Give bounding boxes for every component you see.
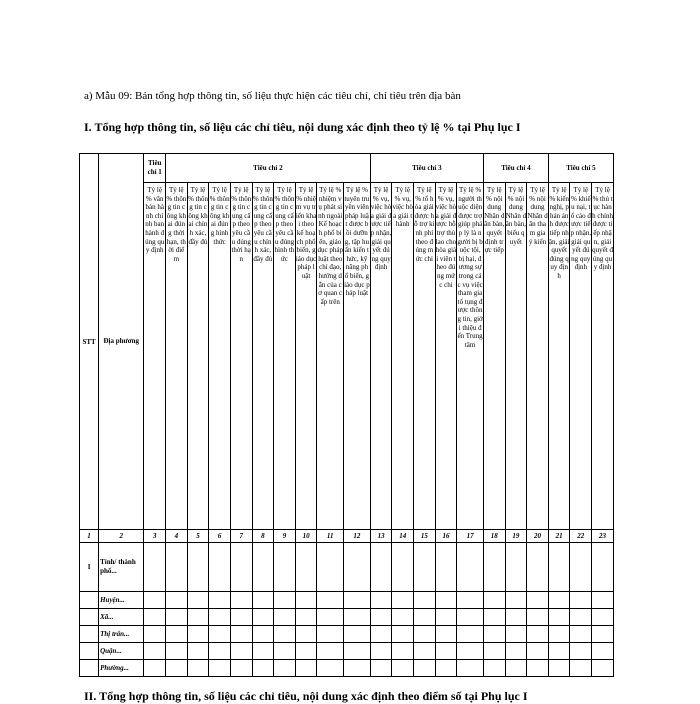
criterion-header-5 [187,183,209,530]
criterion-header-20 [527,183,549,530]
data-cell[interactable] [274,543,296,592]
data-cell[interactable] [548,609,570,626]
data-cell[interactable] [483,626,505,643]
data-cell[interactable] [483,592,505,609]
criterion-header-text: Tỷ lệ % thông tin công khai chính xác, đầy đủ [187,186,208,246]
data-cell[interactable] [209,660,231,677]
data-cell[interactable] [317,660,344,677]
criterion-header-16 [435,183,457,530]
row-locality: Xã... [99,609,144,626]
row-stt [80,626,99,643]
criterion-header-text: Tỷ lệ % khiếu nại, tố cáo được tiếp nhận, giải quyết đúng quy định [570,186,592,272]
data-cell[interactable] [230,660,252,677]
data-cell[interactable] [592,592,614,609]
criterion-header-3 [144,183,166,530]
data-cell[interactable] [392,543,414,592]
data-cell[interactable] [187,626,209,643]
row-stt [80,643,99,660]
column-number: 2 [99,530,144,543]
criterion-header-text: Tỷ lệ % nhiệm vụ triển khai theo kế hoạch phổ biến, giáo dục pháp luật [295,186,317,280]
data-cell[interactable] [414,660,436,677]
data-cell[interactable] [252,609,274,626]
data-cell[interactable] [570,643,592,660]
data-cell[interactable] [317,643,344,660]
data-cell[interactable] [344,609,371,626]
data-cell[interactable] [527,626,549,643]
data-cell[interactable] [457,643,484,660]
data-cell[interactable] [483,543,505,592]
data-cell[interactable] [230,543,252,592]
data-cell[interactable] [252,543,274,592]
criterion-header-10 [295,183,317,530]
data-cell[interactable] [295,609,317,626]
data-cell[interactable] [344,643,371,660]
data-cell[interactable] [483,609,505,626]
data-cell[interactable] [570,543,592,592]
data-cell[interactable] [144,660,166,677]
data-cell[interactable] [592,643,614,660]
column-number: 1 [80,530,99,543]
criterion-header-17 [457,183,484,530]
criterion-group-2: Tiêu chí 2 [166,154,371,183]
row-stt [80,660,99,677]
column-number: 14 [392,530,414,543]
data-cell[interactable] [570,609,592,626]
data-cell[interactable] [392,592,414,609]
criterion-header-7 [230,183,252,530]
column-number-row [80,530,614,543]
column-number: 16 [435,530,457,543]
data-cell[interactable] [344,626,371,643]
column-number: 9 [274,530,296,543]
table-row [80,609,614,626]
table-row [80,643,614,660]
criterion-header-21 [548,183,570,530]
data-cell[interactable] [295,626,317,643]
column-number: 20 [527,530,549,543]
data-cell[interactable] [483,643,505,660]
criterion-header-text: Tỷ lệ % vụ, việc hòa giải được tiếp nhận, giải quyết đúng quy định [370,186,392,272]
section-title: I. Tổng hợp thông tin, số liệu các chỉ tiêu, nội dung xác định theo tỷ lệ % tại Phụ lục I [84,120,521,134]
data-cell[interactable] [344,592,371,609]
data-cell[interactable] [209,626,231,643]
data-cell[interactable] [527,643,549,660]
summary-table [79,153,614,677]
row-locality: Huyện... [99,592,144,609]
data-cell[interactable] [548,660,570,677]
data-cell[interactable] [370,609,392,626]
criterion-header-text: Tỷ lệ % văn bản hành chính ban hành đúng quy định [145,186,165,255]
data-cell[interactable] [252,660,274,677]
data-cell[interactable] [144,543,166,592]
criterion-header-text: Tỷ lệ % thủ tục hành chính được tiếp nhận, giải quyết đúng quy định [592,186,613,272]
data-cell[interactable] [483,660,505,677]
data-cell[interactable] [252,626,274,643]
summary-table-container [79,153,614,677]
criterion-header-23 [592,183,614,530]
data-cell[interactable] [144,609,166,626]
data-cell[interactable] [209,592,231,609]
column-number: 17 [457,530,484,543]
data-cell[interactable] [187,543,209,592]
data-cell[interactable] [527,660,549,677]
row-locality: Phường... [99,660,144,677]
data-cell[interactable] [548,643,570,660]
data-cell[interactable] [435,643,457,660]
data-cell[interactable] [505,543,527,592]
criterion-header-text: Tỷ lệ % thông tin công khai đúng hình thức [209,186,230,246]
column-number: 23 [592,530,614,543]
table-row [80,592,614,609]
criterion-header-18 [483,183,505,530]
criterion-group-3: Tiêu chí 3 [370,154,483,183]
data-cell[interactable] [274,592,296,609]
data-cell[interactable] [457,543,484,592]
data-cell[interactable] [527,543,549,592]
data-cell[interactable] [209,543,231,592]
criterion-header-8 [252,183,274,530]
stt-header: STT [80,154,99,530]
criterion-header-text: Tỷ lệ % thông tin công khai đúng thời hạn, thời điểm [166,186,187,263]
column-number: 22 [570,530,592,543]
data-cell[interactable] [392,643,414,660]
criterion-header-text: Tỷ lệ % người thuộc diện được trợ giúp pháp lý là người bị buộc tội, bị hại, đương sự trong các vụ việc tham gia tố tụng được thông tin, giới thiệu đến Trung tâm [457,186,483,349]
criterion-header-19 [505,183,527,530]
criterion-group-1: Tiêu chí 1 [144,154,166,183]
data-cell[interactable] [414,543,436,592]
criterion-header-14 [392,183,414,530]
criterion-header-15 [414,183,436,530]
data-cell[interactable] [592,626,614,643]
data-cell[interactable] [252,643,274,660]
criterion-header-text: Tỷ lệ % vụ, việc hòa giải thành [392,186,413,229]
data-cell[interactable] [570,592,592,609]
data-cell[interactable] [435,543,457,592]
data-cell[interactable] [527,609,549,626]
criterion-header-text: Tỷ lệ % tuyên truyền viên pháp luật được bồi dưỡng, tập huấn kiến thức, kỹ năng phổ biến, giáo dục pháp luật [344,186,370,298]
data-cell[interactable] [317,609,344,626]
data-cell[interactable] [166,592,188,609]
criterion-group-5: Tiêu chí 5 [548,154,613,183]
data-cell[interactable] [370,626,392,643]
criterion-header-12 [344,183,371,530]
data-cell[interactable] [144,592,166,609]
data-cell[interactable] [295,643,317,660]
data-cell[interactable] [505,592,527,609]
data-cell[interactable] [414,626,436,643]
data-cell[interactable] [370,643,392,660]
data-cell[interactable] [187,592,209,609]
data-cell[interactable] [435,626,457,643]
data-cell[interactable] [435,609,457,626]
column-number: 6 [209,530,231,543]
criterion-header-22 [570,183,592,530]
data-cell[interactable] [505,643,527,660]
criterion-header-6 [209,183,231,530]
data-cell[interactable] [435,592,457,609]
criterion-header-13 [370,183,392,530]
column-number: 7 [230,530,252,543]
data-cell[interactable] [370,592,392,609]
data-cell[interactable] [505,609,527,626]
data-cell[interactable] [457,609,484,626]
data-cell[interactable] [166,626,188,643]
data-cell[interactable] [295,592,317,609]
row-locality: Thị trấn... [99,626,144,643]
criterion-header-9 [274,183,296,530]
data-cell[interactable] [166,609,188,626]
data-cell[interactable] [230,609,252,626]
criterion-group-4: Tiêu chí 4 [483,154,548,183]
data-cell[interactable] [344,543,371,592]
data-cell[interactable] [230,643,252,660]
data-cell[interactable] [435,660,457,677]
data-cell[interactable] [392,660,414,677]
column-number: 12 [344,530,371,543]
column-number: 15 [414,530,436,543]
column-number: 21 [548,530,570,543]
data-cell[interactable] [570,660,592,677]
data-cell[interactable] [392,609,414,626]
table-row [80,543,614,592]
data-cell[interactable] [187,660,209,677]
data-cell[interactable] [295,543,317,592]
data-cell[interactable] [414,592,436,609]
column-number: 11 [317,530,344,543]
column-number: 4 [166,530,188,543]
column-number: 3 [144,530,166,543]
criterion-header-4 [166,183,188,530]
data-cell[interactable] [274,643,296,660]
criterion-header-text: Tỷ lệ % thông tin cung cấp theo yêu cầu đúng thời hạn [231,186,252,263]
table-row [80,626,614,643]
criterion-header-text: Tỷ lệ % kiến nghị, phản ánh được tiếp nhận, giải quyết đúng quy định [548,186,570,280]
data-cell[interactable] [252,592,274,609]
row-locality: Quận... [99,643,144,660]
data-cell[interactable] [317,543,344,592]
data-cell[interactable] [317,592,344,609]
locality-header: Địa phương [99,154,144,530]
data-cell[interactable] [317,626,344,643]
data-cell[interactable] [548,543,570,592]
criterion-header-text: Tỷ lệ % nội dung Nhân dân tham gia ý kiến [527,186,548,246]
data-cell[interactable] [370,660,392,677]
data-cell[interactable] [144,626,166,643]
data-cell[interactable] [274,660,296,677]
data-cell[interactable] [570,626,592,643]
column-number: 5 [187,530,209,543]
data-cell[interactable] [457,626,484,643]
data-cell[interactable] [209,643,231,660]
data-cell[interactable] [344,660,371,677]
data-cell[interactable] [457,660,484,677]
column-number: 18 [483,530,505,543]
section-title-2: II. Tổng hợp thông tin, số liệu các chỉ tiêu, nội dung xác định theo điểm số tại Phụ lục I [84,689,528,703]
data-cell[interactable] [527,592,549,609]
criterion-header-11 [317,183,344,530]
criterion-header-text: Tỷ lệ % nội dung Nhân dân bàn, biểu quyết [505,186,527,246]
criterion-header-text: Tỷ lệ % vụ, việc hòa giải được hỗ trợ thù lao cho hòa giải viên theo đúng mức chi [435,186,457,289]
data-cell[interactable] [592,543,614,592]
data-cell[interactable] [414,609,436,626]
row-stt [80,592,99,609]
data-cell[interactable] [295,660,317,677]
criteria-header-row [80,183,614,530]
data-cell[interactable] [187,609,209,626]
data-cell[interactable] [230,592,252,609]
criterion-header-text: Tỷ lệ % nội dung Nhân dân bàn, quyết định trực tiếp [484,186,505,255]
column-number: 13 [370,530,392,543]
document-heading: a) Mẫu 09: Bản tổng hợp thông tin, số liệu thực hiện các tiêu chí, chỉ tiêu trên địa bàn [84,90,461,102]
data-cell[interactable] [392,626,414,643]
data-cell[interactable] [505,660,527,677]
data-cell[interactable] [144,643,166,660]
data-cell[interactable] [209,609,231,626]
data-cell[interactable] [370,543,392,592]
data-cell[interactable] [505,626,527,643]
column-number: 8 [252,530,274,543]
data-cell[interactable] [274,626,296,643]
criterion-header-text: Tỷ lệ % tổ hòa giải được hỗ trợ kinh phí theo đúng mức chi [414,186,435,263]
data-cell[interactable] [166,660,188,677]
data-cell[interactable] [548,592,570,609]
table-row [80,660,614,677]
data-cell[interactable] [166,643,188,660]
data-cell[interactable] [548,626,570,643]
data-cell[interactable] [230,626,252,643]
data-rows [80,543,614,677]
data-cell[interactable] [414,643,436,660]
data-cell[interactable] [274,609,296,626]
row-locality: Tỉnh/ thành phố... [99,543,144,592]
data-cell[interactable] [187,643,209,660]
row-stt [80,609,99,626]
data-cell[interactable] [166,543,188,592]
column-number: 19 [505,530,527,543]
criterion-header-text: Tỷ lệ % nhiệm vụ phát sinh ngoài Kế hoạch phổ biến, giáo dục pháp luật theo chỉ đạo, hướng dẫn của cơ quan cấp trên [317,186,343,306]
criterion-header-text: Tỷ lệ % thông tin cung cấp theo yêu cầu chính xác, đầy đủ [252,186,273,263]
column-number: 10 [295,530,317,543]
data-cell[interactable] [592,660,614,677]
criterion-header-text: Tỷ lệ % thông tin cung cấp theo yêu cầu đúng hình thức [274,186,295,263]
data-cell[interactable] [592,609,614,626]
row-stt: I [80,543,99,592]
data-cell[interactable] [457,592,484,609]
